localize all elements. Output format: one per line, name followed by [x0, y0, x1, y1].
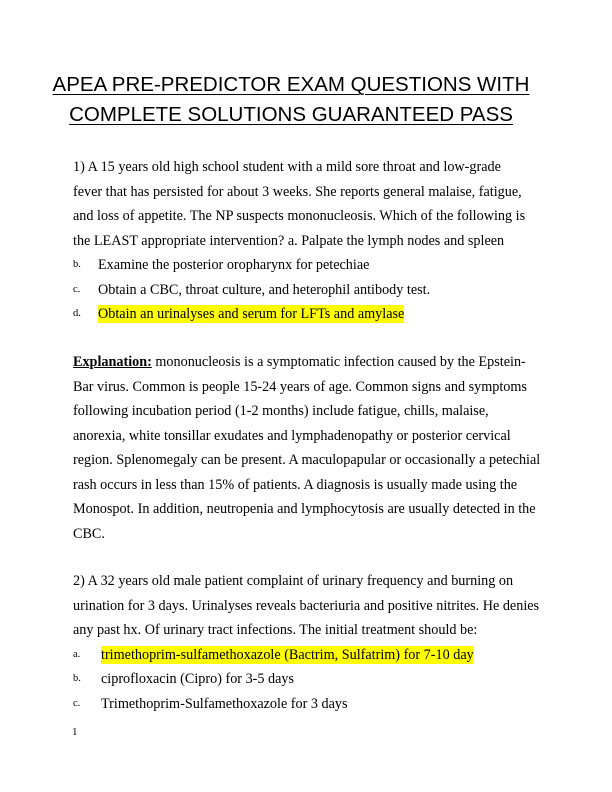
explanation-line-1	[73, 353, 526, 371]
explanation-line-8: CBC.	[73, 525, 105, 542]
option-text: Examine the posterior oropharynx for petechiae	[98, 257, 370, 273]
explanation-text: mononucleosis is a symptomatic infection caused by the Epstein-	[151, 354, 526, 370]
option-marker: a.	[73, 648, 81, 660]
option-text: Obtain a CBC, throat culture, and heterophil antibody test.	[98, 281, 431, 298]
explanation-label: Explanation:	[73, 354, 152, 370]
explanation-line-2: Bar virus. Common is people 15-24 years of age. Common signs and symptoms	[73, 378, 527, 395]
option-marker: d.	[73, 308, 81, 319]
q1-line-2: fever that has persisted for about 3 weeks. She reports general malaise, fatigue,	[73, 183, 522, 200]
explanation-line-3: following incubation period (1-2 months) include fatigue, chills, malaise,	[73, 403, 489, 419]
q1-line-1: 1) A 15 years old high school student with a mild sore throat and low-grade	[73, 159, 501, 175]
option-marker: b.	[73, 259, 81, 270]
document-title	[0, 70, 582, 130]
title-line-1: APEA PRE-PREDICTOR EXAM QUESTIONS WITH	[52, 73, 530, 96]
q1-line-4: the LEAST appropriate intervention? a. Palpate the lymph nodes and spleen	[73, 232, 505, 249]
option-text-highlighted: Obtain an urinalyses and serum for LFTs and amylase	[98, 306, 405, 322]
option-marker: c.	[73, 283, 81, 295]
explanation-line-7: Monospot. In addition, neutropenia and lymphocytosis are usually detected in the	[73, 501, 536, 517]
option-text-highlighted: trimethoprim-sulfamethoxazole (Bactrim, Sulfatrim) for 7-10 day	[101, 646, 474, 663]
option-marker: b.	[73, 673, 81, 684]
q1-line-3: and loss of appetite. The NP suspects mononucleosis. Which of the following is	[73, 208, 526, 224]
explanation-line-5: region. Splenomegaly can be present. A maculopapular or occasionally a petechial	[73, 452, 541, 468]
title-line-2: COMPLETE SOLUTIONS GUARANTEED PASS	[69, 103, 513, 126]
option-text: ciprofloxacin (Cipro) for 3-5 days	[101, 671, 295, 687]
page-number: 1	[72, 726, 78, 738]
option-marker: c.	[73, 697, 81, 709]
q2-line-2: urination for 3 days. Urinalyses reveals bacteriuria and positive nitrites. He denies	[73, 597, 540, 614]
explanation-line-4: anorexia, white tonsillar exudates and lymphadenopathy or posterior cervical	[73, 427, 511, 444]
option-text: Trimethoprim-Sulfamethoxazole for 3 days	[101, 695, 348, 712]
q2-line-1: 2) A 32 years old male patient complaint of urinary frequency and burning on	[73, 573, 514, 589]
q2-line-3: any past hx. Of urinary tract infections. The initial treatment should be:	[73, 622, 478, 638]
explanation-line-6: rash occurs in less than 15% of patients. A diagnosis is usually made using the	[73, 476, 518, 493]
